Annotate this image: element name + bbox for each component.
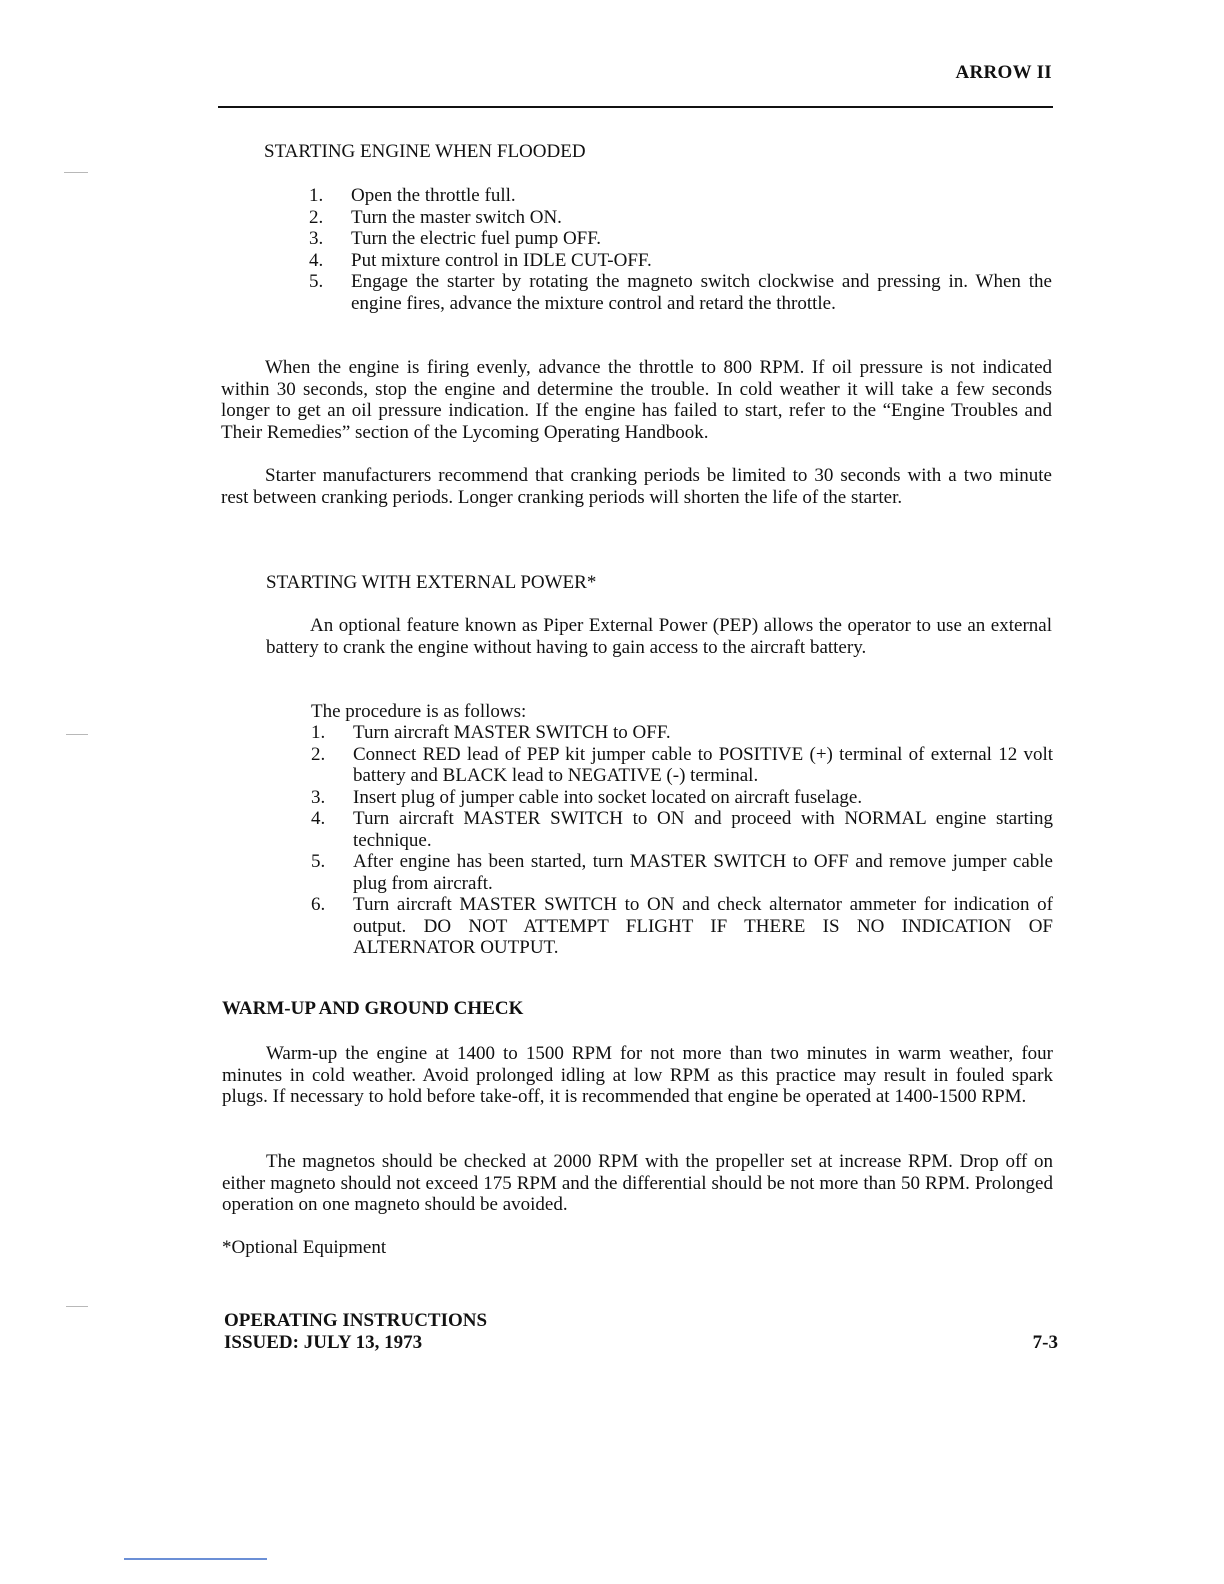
firing-paragraph: When the engine is firing evenly, advance the throttle to 800 RPM. If oil pressure is not indicated within 30 seconds, stop the engine and determine the trouble. In cold weather it will take a few seconds longer to get an oil pressure indication. If the engine has failed to start, refer to the “Engine Troubles and Their Remedies” section of the Lycoming Operating Handbook. (221, 357, 1052, 443)
list-item (311, 808, 1053, 851)
footer-issued-date: ISSUED: JULY 13, 1973 (224, 1332, 423, 1353)
external-power-steps-list (311, 722, 1053, 959)
flooded-steps-list (309, 185, 1052, 314)
step-number: 5. (311, 851, 326, 872)
list-item (309, 185, 1052, 207)
flooded-heading: STARTING ENGINE WHEN FLOODED (264, 141, 586, 162)
step-number: 1. (309, 185, 324, 206)
step-number: 4. (311, 808, 326, 829)
warmup-heading: WARM-UP AND GROUND CHECK (222, 998, 524, 1019)
step-number: 2. (309, 206, 324, 228)
footer-section-info (224, 1310, 487, 1354)
warmup-paragraph-2: The magnetos should be checked at 2000 RPM with the propeller set at increase RPM. Drop off on either magneto should not exceed 175 RPM and the differential should be not more than 50 RPM. Prolonged operation on one magneto should be avoided. (222, 1151, 1053, 1215)
list-item (311, 787, 1053, 809)
step-text: Open the throttle full. (351, 185, 516, 206)
step-text: After engine has been started, turn MASTER SWITCH to OFF and remove jumper cable plug from aircraft. (353, 851, 1053, 894)
list-item (309, 271, 1052, 314)
step-text: Engage the starter by rotating the magneto switch clockwise and pressing in. When the engine fires, advance the mixture control and retard the throttle. (351, 271, 1052, 314)
footnote: *Optional Equipment (222, 1237, 387, 1258)
step-text: Turn aircraft MASTER SWITCH to ON and check alternator ammeter for indication of output. DO NOT ATTEMPT FLIGHT IF THERE IS NO INDICATION OF ALTERNATOR OUTPUT. (353, 894, 1053, 958)
step-number: 3. (309, 228, 324, 249)
list-item (311, 894, 1053, 959)
step-number: 2. (311, 743, 326, 765)
step-text: Put mixture control in IDLE CUT-OFF. (351, 249, 652, 271)
list-item (311, 851, 1053, 894)
scan-mark (66, 734, 88, 735)
step-number: 3. (311, 786, 326, 808)
warmup-paragraph-1: Warm-up the engine at 1400 to 1500 RPM for not more than two minutes in warm weather, four minutes in cold weather. Avoid prolonged idling at low RPM as this practice may result in fouled spark plugs. If necessary to hold before take-off, it is recommended that engine be operated at 1400-1500 RPM. (222, 1043, 1053, 1107)
step-number: 6. (311, 894, 326, 915)
scan-mark (64, 172, 88, 173)
page-number: 7-3 (1032, 1332, 1058, 1353)
procedure-label: The procedure is as follows: (311, 701, 527, 722)
step-number: 5. (309, 271, 324, 292)
step-text: Turn aircraft MASTER SWITCH to ON and proceed with NORMAL engine starting technique. (353, 808, 1053, 851)
list-item (309, 250, 1052, 272)
external-power-intro: An optional feature known as Piper External Power (PEP) allows the operator to use an external battery to crank the engine without having to gain access to the aircraft battery. (266, 615, 1052, 658)
list-item (311, 744, 1053, 787)
list-item (311, 722, 1053, 744)
step-text: Connect RED lead of PEP kit jumper cable to POSITIVE (+) terminal of external 12 volt battery and BLACK lead to NEGATIVE (-) terminal. (353, 743, 1053, 786)
step-number: 4. (309, 249, 324, 271)
bottom-edge-line (124, 1558, 267, 1560)
step-text: Turn the electric fuel pump OFF. (351, 228, 602, 249)
list-item (309, 228, 1052, 250)
header-rule (218, 106, 1053, 108)
scan-mark (66, 1306, 88, 1307)
external-power-heading: STARTING WITH EXTERNAL POWER* (266, 572, 597, 593)
page-header-title: ARROW II (955, 62, 1052, 83)
step-text: Turn aircraft MASTER SWITCH to OFF. (353, 722, 671, 743)
step-text: Turn the master switch ON. (351, 206, 562, 228)
step-number: 1. (311, 722, 326, 743)
starter-paragraph: Starter manufacturers recommend that cranking periods be limited to 30 seconds with a two minute rest between cranking periods. Longer cranking periods will shorten the life of the starter. (221, 465, 1052, 508)
footer-section-title: OPERATING INSTRUCTIONS (224, 1310, 488, 1331)
list-item (309, 207, 1052, 229)
step-text: Insert plug of jumper cable into socket located on aircraft fuselage. (353, 786, 863, 808)
